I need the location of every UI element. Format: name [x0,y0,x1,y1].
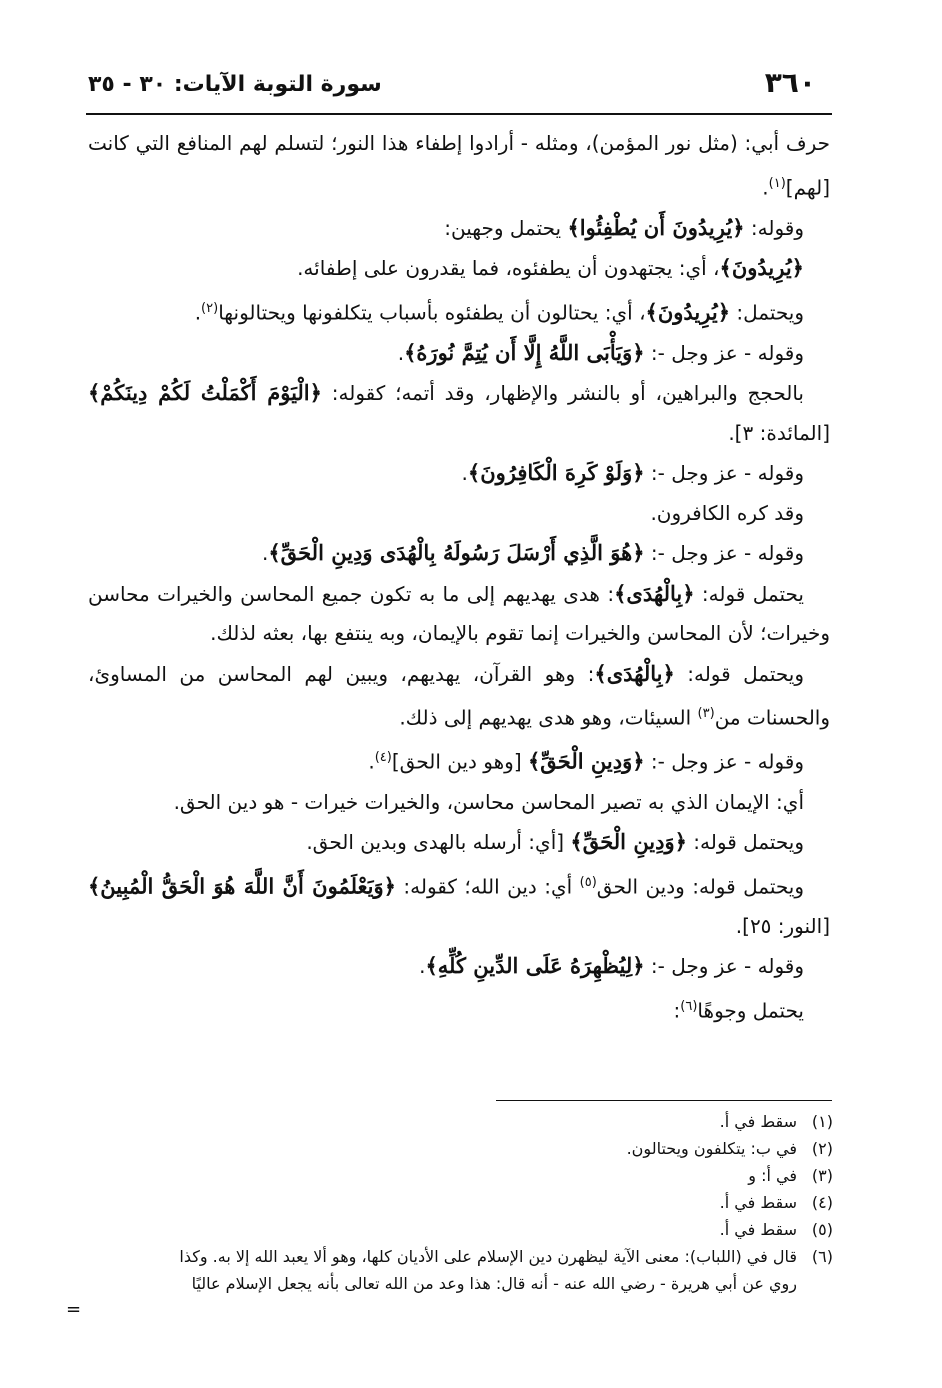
text-segment: يحتمل وجوهًا [697,998,804,1023]
footnote-number: (٤) [811,1193,833,1212]
text-segment: . [762,175,769,200]
text-segment: أي: الإيمان الذي به تصير المحاسن محاسن، والخيرات خيرات - هو دين الحق. [173,789,804,814]
footnote [88,1135,833,1162]
quran-verse: ﴿يُرِيدُونَ﴾ [719,255,804,281]
paragraph [88,248,830,289]
text-segment: حرف أبي: (مثل نور المؤمن)، ومثله - أرادوا إطفاء هذا النور؛ لتسلم لهم المنافع التي كانت [لهم] [88,131,830,200]
paragraph [88,574,830,654]
footnote-text: في ب: يتكلفون ويحتالون. [626,1139,797,1158]
paragraph [88,373,830,453]
quran-verse: ﴿الْيَوْمَ أَكْمَلْتُ لَكُمْ دِينَكُمْ﴾ [88,380,322,406]
footnote [88,1243,833,1270]
paragraph [88,738,830,782]
text-segment: وقوله - عز وجل -: [644,954,804,979]
paragraph [88,783,830,823]
paragraph [88,822,830,863]
paragraph [88,494,830,534]
paragraph [88,654,830,739]
page-number: ٣٦٠ [764,66,816,99]
text-segment: [أي: أرسله بالهدى وبدين الحق. [306,830,571,855]
footnote-text: سقط في أ. [719,1220,797,1239]
paragraph [88,333,830,374]
text-segment: وقوله: [744,215,804,240]
footnote-number: (٢) [811,1139,833,1158]
text-segment: يحتمل وجهين: [444,215,568,240]
text-segment: وقوله - عز وجل -: [644,461,804,486]
footnote-ref: (٢) [201,300,219,316]
header-rule [86,113,832,115]
footnote-text: سقط في أ. [719,1193,797,1212]
text-segment: بالحجج والبراهين، أو بالنشر والإظهار، وقد أتمه؛ كقوله: [321,381,804,406]
quran-verse: ﴿يُرِيدُونَ﴾ [645,299,731,325]
footnote [88,1216,833,1243]
paragraph [88,533,830,574]
footnote-text: سقط في أ. [719,1112,797,1131]
paragraph [88,987,830,1031]
text-segment: وقوله - عز وجل -: [644,541,804,566]
text-segment: : وهو القرآن، يهديهم، ويبين لهم المحاسن من المساوئ، والحسنات من [88,661,830,730]
quran-verse: ﴿وَدِينِ الْحَقِّ﴾ [527,749,645,775]
quran-verse: ﴿هُوَ الَّذِي أَرْسَلَ رَسُولَهُ بِالْهُدَى وَدِينِ الْحَقِّ﴾ [268,540,645,566]
text-segment: يحتمل قوله: [694,581,804,606]
text-segment: ويحتمل: [730,300,804,325]
footnote-number: (٦) [811,1247,833,1266]
text-segment: . [419,954,426,979]
quran-verse: ﴿بِالْهُدَى﴾ [594,660,675,686]
footnote-text: قال في (اللباب): معنى الآية ليظهرن دين الإسلام على الأديان كلها، وهو ألا يعبد الله إلا به. وكذا [179,1247,797,1266]
footnote-ref: (٦) [680,998,698,1014]
quran-verse: ﴿بِالْهُدَى﴾ [614,580,695,606]
text-segment: : [673,998,681,1023]
text-segment: ، أي: يجتهدون أن يطفئوه، فما يقدرون على إطفائه. [297,256,720,281]
footnote-number: (٣) [811,1166,833,1185]
footnote-ref: (٥) [579,874,597,890]
running-title: سورة التوبة الآيات: ٣٠ - ٣٥ [88,72,382,97]
footnote-ref: (١) [768,175,786,191]
quran-verse: ﴿يُرِيدُونَ أَن يُطْفِئُوا﴾ [567,214,745,240]
quran-verse: ﴿وَلَوْ كَرِهَ الْكَافِرُونَ﴾ [467,460,645,486]
body-text [88,124,830,1031]
paragraph [88,453,830,494]
footnote-ref: (٣) [697,706,715,722]
quran-verse: ﴿وَدِينِ الْحَقِّ﴾ [570,829,687,855]
text-segment: . [368,750,375,775]
footnote-continuation: روي عن أبي هريرة - رضي الله عنه - أنه قال: هذا وعد من الله تعالى بأنه يجعل الإسلام عاليًا [191,1274,797,1293]
footnote [88,1189,833,1216]
text-segment: ويحتمل قوله: [674,661,805,686]
quran-verse: ﴿وَيَأْبَى اللَّهُ إِلَّا أَن يُتِمَّ نُورَهُ﴾ [404,339,645,365]
text-segment: . [461,461,468,486]
footnote-text: في أ: و [748,1166,797,1185]
text-segment: ويحتمل قوله: [686,830,804,855]
paragraph [88,289,830,333]
text-segment: [المائدة: ٣]. [728,420,830,445]
paragraph [88,863,830,947]
text-segment: وقوله - عز وجل -: [644,750,804,775]
text-segment: وقوله - عز وجل -: [644,340,804,365]
footnote [88,1108,833,1135]
paragraph [88,208,830,249]
paragraph [88,946,830,987]
text-segment: [النور: ٢٥]. [735,913,830,938]
paragraph [88,124,830,208]
continuation-mark: = [66,1299,82,1320]
footnote-separator [496,1100,832,1101]
text-segment: : هدى يهديهم إلى ما به تكون جميع المحاسن والخيرات محاسن وخيرات؛ لأن المحاسن والخيرات إنما تقوم بالإيمان، وبه ينتفع بها، بعثه لذلك. [88,581,830,646]
footnote-number: (١) [811,1112,833,1131]
text-segment: ، أي: يحتالون أن يطفئوه بأسباب يتكلفونها ويحتالونها [218,300,646,325]
text-segment: السيئات، وهو هدى يهديهم إلى ذلك. [399,705,698,730]
quran-verse: ﴿وَيَعْلَمُونَ أَنَّ اللَّهَ هُوَ الْحَقُّ الْمُبِينُ﴾ [88,873,396,899]
quran-verse: ﴿لِيُظْهِرَهُ عَلَى الدِّينِ كُلِّهِ﴾ [425,953,645,979]
text-segment: أي: دين الله؛ كقوله: [395,874,580,899]
footnote-number: (٥) [811,1220,833,1239]
page-header [86,64,832,108]
footnote-ref: (٤) [374,750,392,766]
footnote [88,1162,833,1189]
text-segment: وقد كره الكافرون. [650,500,804,525]
text-segment: [وهو دين الحق] [391,750,528,775]
text-segment: ويحتمل قوله: ودين الحق [596,874,804,899]
text-segment: . [261,541,269,566]
text-segment: . [397,340,405,365]
footnotes [88,1108,833,1297]
text-segment: . [194,300,202,325]
